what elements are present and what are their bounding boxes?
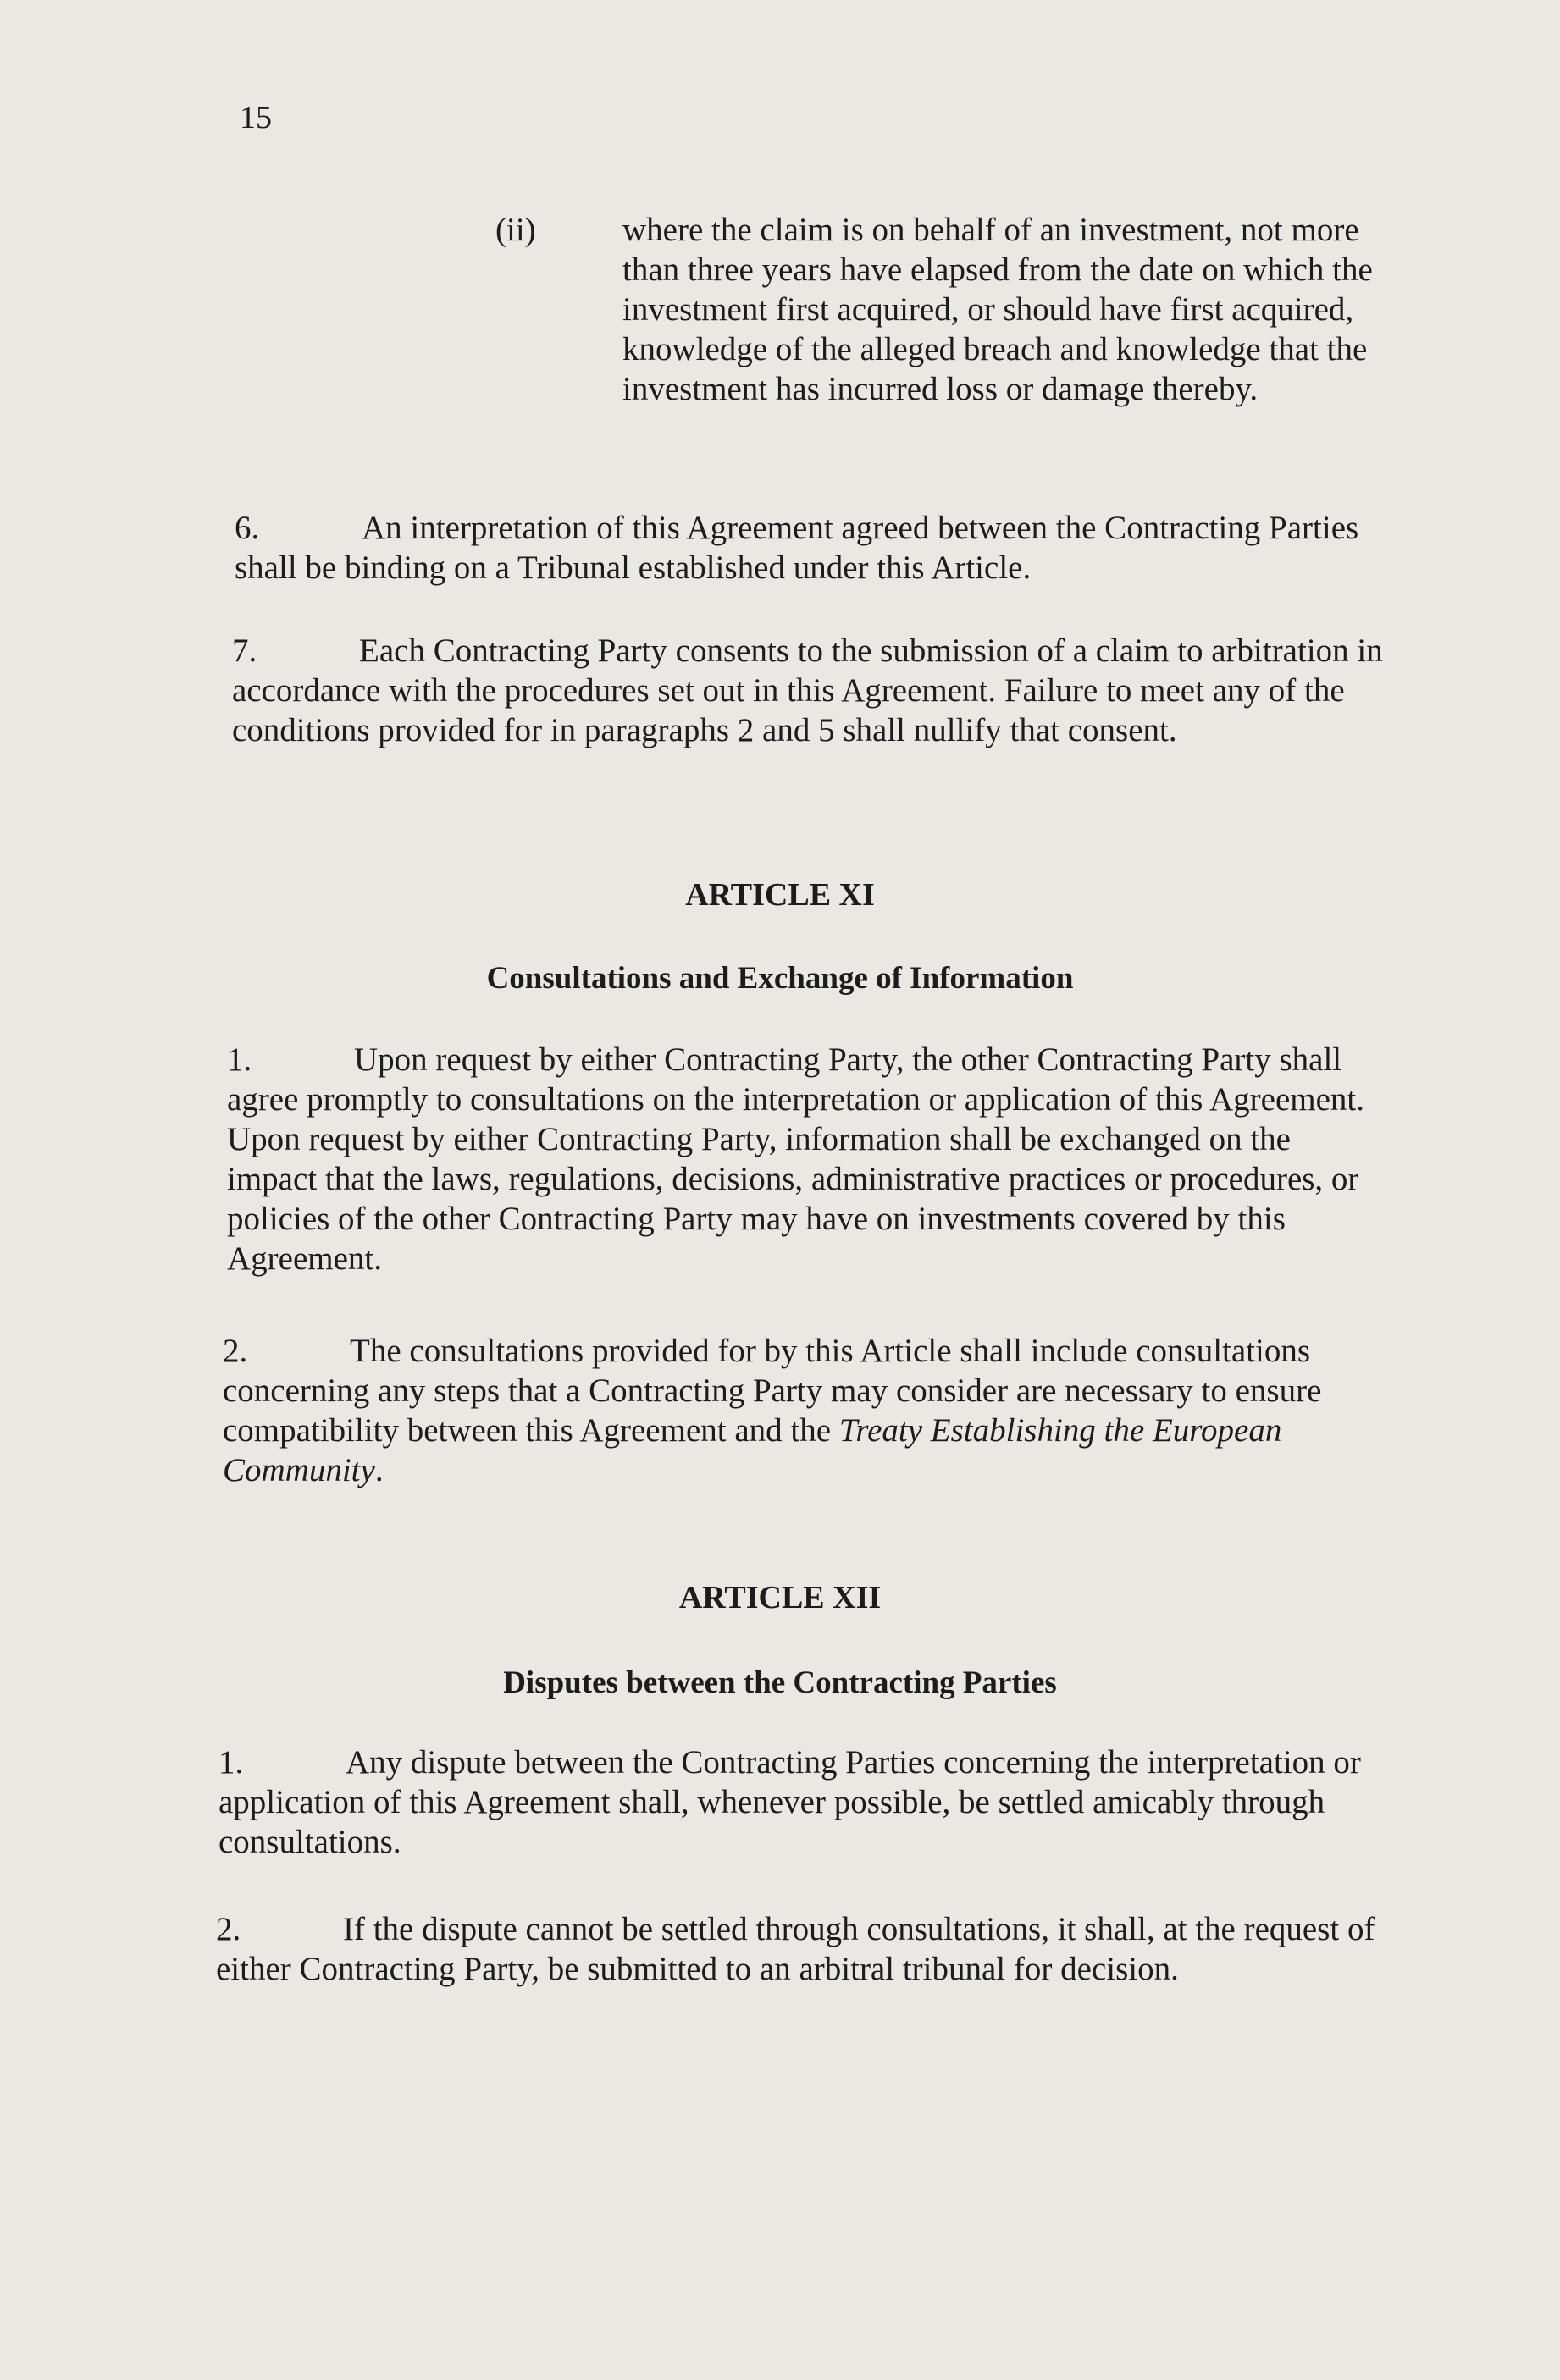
paragraph-number: 2.	[223, 1333, 248, 1369]
article-xi-paragraph-2	[223, 1331, 1383, 1490]
subitem-text: where the claim is on behalf of an investment, not more than three years have elapsed from the date on which the investment first acquired, or should have first acquired, knowledge of the alleged breach and knowledge that the investment has incurred loss or damage thereby.	[622, 212, 1373, 407]
paragraph-text: If the dispute cannot be settled through consultations, it shall, at the request of either Contracting Party, be submitted to an arbitral tribunal for decision.	[216, 1911, 1375, 1987]
article-xii-subheading: Disputes between the Contracting Parties	[503, 1665, 1057, 1700]
paragraph-end: .	[374, 1452, 384, 1488]
paragraph-6	[235, 508, 1395, 588]
article-xii-heading: ARTICLE XII	[678, 1580, 882, 1615]
paragraph-number: 1.	[219, 1744, 244, 1781]
page-number: 15	[240, 100, 272, 135]
paragraph-7	[232, 631, 1392, 750]
paragraph-text: Upon request by either Contracting Party, the other Contracting Party shall agree promptly to consultations on the interpretation or application of this Agreement. Upon request by either Contracting Party, information shall be exchanged on the impact that the laws, regulations, decisions, administrative practices or procedures, or policies of the other Contracting Party may have on investments covered by this Agreement.	[227, 1041, 1364, 1277]
article-xii-paragraph-1	[219, 1742, 1379, 1862]
paragraph-number: 2.	[216, 1911, 241, 1947]
subitem-label: (ii)	[495, 212, 536, 248]
paragraph-text: Each Contracting Party consents to the submission of a claim to arbitration in accordance with the procedures set out in this Agreement. Failure to meet any of the conditions provided for in paragraphs 2 and 5 shall nullify that consent.	[232, 632, 1383, 748]
article-xii-paragraph-2	[216, 1909, 1376, 1989]
treaty-title: Treaty Establishing the European Community	[223, 1412, 1282, 1488]
paragraph-number: 6.	[235, 510, 260, 546]
paragraph-text: The consultations provided for by this Article shall include consultations concerning any steps that a Contracting Party may consider are necessary to ensure compatibility between this Agreement and the	[223, 1333, 1322, 1449]
paragraph-text: Any dispute between the Contracting Parties concerning the interpretation or application of this Agreement shall, whenever possible, be settled amicably through consultations.	[219, 1744, 1361, 1860]
article-xi-heading: ARTICLE XI	[685, 877, 875, 913]
article-xi-paragraph-1	[227, 1040, 1387, 1278]
paragraph-text: An interpretation of this Agreement agreed between the Contracting Parties shall be binding on a Tribunal established under this Article.	[235, 510, 1359, 586]
paragraph-number: 7.	[232, 632, 257, 669]
subitem-ii	[495, 210, 1393, 409]
article-xi-subheading: Consultations and Exchange of Information	[486, 961, 1074, 996]
paragraph-number: 1.	[227, 1041, 252, 1078]
